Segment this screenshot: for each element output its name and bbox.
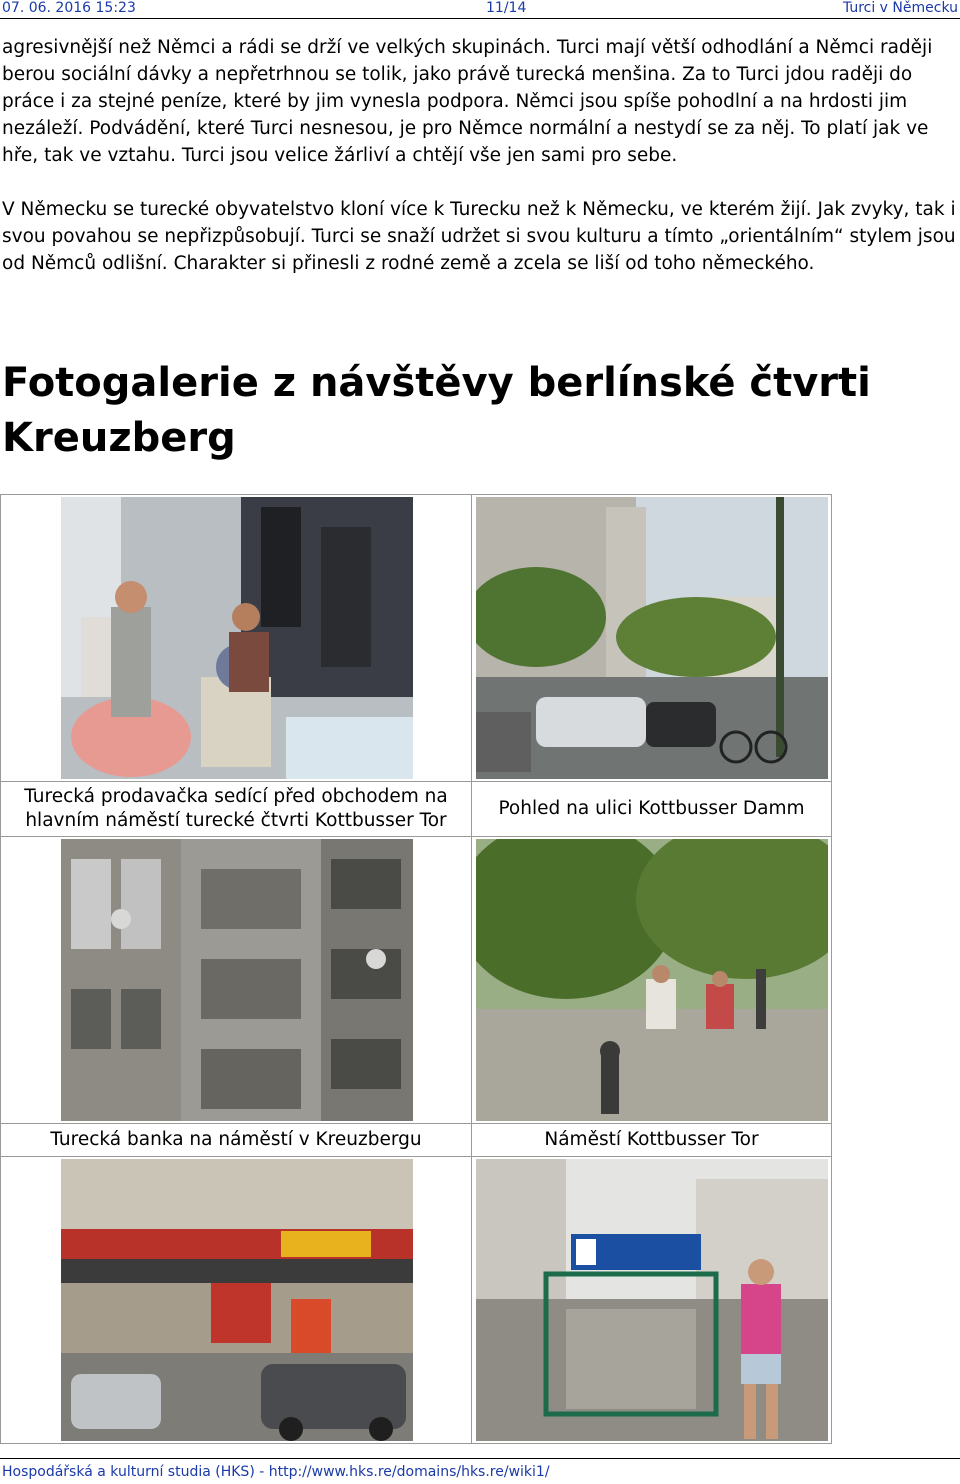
photo-turkish-bank[interactable] — [61, 839, 413, 1121]
page-header — [0, 0, 960, 19]
photo-kebab-illustration — [61, 1159, 413, 1441]
document-title: Turci v Německu — [842, 0, 958, 16]
photo-gallery-table — [0, 494, 832, 1444]
photo-kebab-corner[interactable] — [61, 1159, 413, 1441]
caption-turkish-bank: Turecká banka na náměstí v Kreuzbergu — [50, 1129, 422, 1150]
print-date: 07. 06. 2016 15:23 — [2, 0, 136, 16]
page-number: 11/14 — [486, 0, 527, 16]
header-rule — [0, 18, 960, 19]
gallery-cell — [1, 837, 472, 1124]
photo-square-illustration — [476, 839, 828, 1121]
gallery-caption-cell — [1, 1124, 472, 1157]
gallery-photo-row — [1, 495, 832, 782]
caption-kottbusser-damm: Pohled na ulici Kottbusser Damm — [498, 798, 805, 819]
photo-turkish-shop[interactable] — [61, 497, 413, 779]
gallery-caption-cell — [472, 782, 832, 837]
paragraph-2: V Německu se turecké obyvatelstvo kloní více k Turecku než k Německu, ve kterém žijí. Jak zvyky, tak i svou povahou se nepřizpůsobují. Turci se snaží udržet si svou kulturu a tímto „orientálním“ stylem jsou od Němců odlišní. Charakter si přinesli z rodné země a zcela se liší od toho německého. — [2, 199, 956, 274]
photo-street-illustration — [476, 497, 828, 779]
section-title: Fotogalerie z návštěvy berlínské čtvrti Kreuzberg — [2, 360, 871, 461]
footer-source-link[interactable]: Hospodářská a kulturní studia (HKS) - http://www.hks.re/domains/hks.re/wiki1/ — [2, 1464, 550, 1480]
photo-kottbusser-tor-square[interactable] — [476, 839, 828, 1121]
gallery-photo-row — [1, 837, 832, 1124]
caption-kottbusser-tor-square: Náměstí Kottbusser Tor — [544, 1129, 759, 1150]
gallery-cell — [1, 495, 472, 782]
gallery-cell — [472, 495, 832, 782]
photo-ubahn-illustration — [476, 1159, 828, 1441]
gallery-photo-row — [1, 1157, 832, 1444]
photo-shop-illustration — [61, 497, 413, 779]
photo-bank-illustration — [61, 839, 413, 1121]
gallery-caption-row — [1, 782, 832, 837]
gallery-cell — [1, 1157, 472, 1444]
gallery-caption-cell — [472, 1124, 832, 1157]
paragraph-1: agresivnější než Němci a rádi se drží ve velkých skupinách. Turci mají větší odhodlání a Němci raději berou sociální dávky a nepřetrhnou se tolik, jako právě turecká menšina. Za to Turci jdou raději do práce i za stejné peníze, které by jim vynesla podpora. Němci jsou spíše pohodlní a na hrdosti jim nezáleží. Podvádění, které Turci nesnesou, je pro Němce normální a nestydí se za něj. To platí jak ve hře, tak ve vztahu. Turci jsou velice žárliví a chtějí vše jen sami pro sebe. — [2, 37, 933, 166]
page-footer — [0, 1458, 960, 1484]
photo-ubahn-entrance[interactable] — [476, 1159, 828, 1441]
gallery-cell — [472, 837, 832, 1124]
gallery-caption-cell — [1, 782, 472, 837]
caption-turkish-shop: Turecká prodavačka sedící před obchodem na hlavním náměstí turecké čtvrti Kottbusser Tor — [24, 786, 448, 831]
gallery-caption-row — [1, 1124, 832, 1157]
photo-kottbusser-damm[interactable] — [476, 497, 828, 779]
gallery-cell — [472, 1157, 832, 1444]
